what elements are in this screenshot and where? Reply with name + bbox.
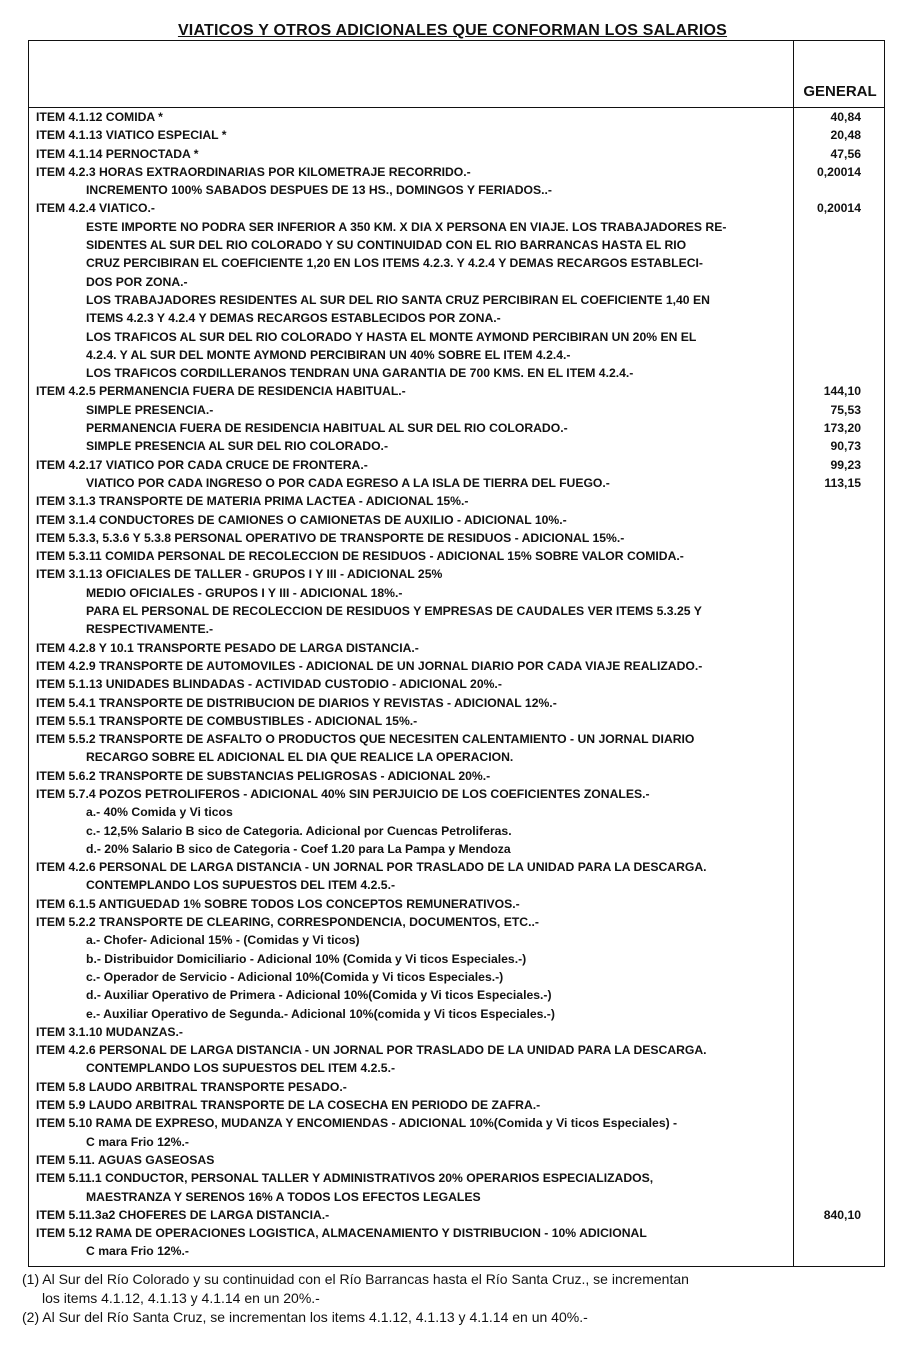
row-description: CONTEMPLANDO LOS SUPUESTOS DEL ITEM 4.2.5.- bbox=[86, 1061, 396, 1076]
row-description: ITEM 4.2.3 HORAS EXTRAORDINARIAS POR KILOMETRAJE RECORRIDO.- bbox=[36, 164, 471, 179]
row-description: ITEM 4.1.12 COMIDA * bbox=[36, 110, 163, 124]
row-description: C mara Frio 12%.- bbox=[86, 1134, 189, 1149]
table-row bbox=[30, 803, 887, 821]
row-description: ITEM 5.4.1 TRANSPORTE DE DISTRIBUCION DE DIARIOS Y REVISTAS - ADICIONAL 12%.- bbox=[36, 695, 557, 710]
table-row bbox=[30, 181, 887, 199]
row-description: PERMANENCIA FUERA DE RESIDENCIA HABITUAL AL SUR DEL RIO COLORADO.- bbox=[86, 421, 568, 436]
row-general-value: 90,73 bbox=[830, 439, 861, 454]
table-row bbox=[30, 1224, 887, 1242]
row-description: ITEM 5.7.4 POZOS PETROLIFEROS - ADICIONAL 40% SIN PERJUICIO DE LOS COEFICIENTES ZONALES.- bbox=[36, 786, 650, 801]
row-description: C mara Frio 12%.- bbox=[86, 1244, 189, 1259]
table-row bbox=[30, 547, 887, 565]
row-description: PARA EL PERSONAL DE RECOLECCION DE RESIDUOS Y EMPRESAS DE CAUDALES VER ITEMS 5.3.25 Y bbox=[86, 604, 702, 619]
row-description: CRUZ PERCIBIRAN EL COEFICIENTE 1,20 EN LOS ITEMS 4.2.3. Y 4.2.4 Y DEMAS RECARGOS ESTABLECI- bbox=[86, 256, 703, 271]
row-description: LOS TRABAJADORES RESIDENTES AL SUR DEL RIO SANTA CRUZ PERCIBIRAN EL COEFICIENTE 1,40 EN bbox=[86, 292, 710, 307]
row-general-value: 840,10 bbox=[823, 1207, 861, 1222]
table-body bbox=[30, 108, 887, 1261]
row-description: ITEM 5.8 LAUDO ARBITRAL TRANSPORTE PESADO.- bbox=[36, 1079, 347, 1094]
table-row bbox=[30, 1005, 887, 1023]
table-row bbox=[30, 730, 887, 748]
row-general-value: 0,20014 bbox=[816, 201, 861, 216]
footnote-1-continued: los items 4.1.12, 4.1.13 y 4.1.14 en un 20%.- bbox=[42, 1290, 320, 1306]
row-description: ITEMS 4.2.3 Y 4.2.4 Y DEMAS RECARGOS ESTABLECIDOS POR ZONA.- bbox=[86, 311, 501, 326]
row-description: ITEM 5.12 RAMA DE OPERACIONES LOGISTICA, ALMACENAMIENTO Y DISTRIBUCION - 10% ADICIONAL bbox=[36, 1226, 647, 1241]
row-description: ITEM 5.9 LAUDO ARBITRAL TRANSPORTE DE LA COSECHA EN PERIODO DE ZAFRA.- bbox=[36, 1098, 541, 1113]
table-row bbox=[30, 931, 887, 949]
table-row bbox=[30, 639, 887, 657]
row-description: MAESTRANZA Y SERENOS 16% A TODOS LOS EFECTOS LEGALES bbox=[86, 1189, 481, 1204]
table-row bbox=[30, 218, 887, 236]
row-description: ITEM 4.2.6 PERSONAL DE LARGA DISTANCIA - UN JORNAL POR TRASLADO DE LA UNIDAD PARA LA DESCARGA. bbox=[36, 1043, 707, 1058]
row-description: SIDENTES AL SUR DEL RIO COLORADO Y SU CONTINUIDAD CON EL RIO BARRANCAS HASTA EL RIO bbox=[86, 238, 687, 253]
table-row bbox=[30, 986, 887, 1004]
row-description: DOS POR ZONA.- bbox=[86, 274, 188, 289]
row-description: ITEM 3.1.4 CONDUCTORES DE CAMIONES O CAMIONETAS DE AUXILIO - ADICIONAL 10%.- bbox=[36, 512, 567, 527]
document-title: VIATICOS Y OTROS ADICIONALES QUE CONFORMAN LOS SALARIOS bbox=[177, 22, 728, 39]
row-general-value: 99,23 bbox=[830, 457, 861, 472]
table-row bbox=[30, 767, 887, 785]
row-description: ITEM 4.1.14 PERNOCTADA * bbox=[36, 146, 199, 161]
row-description: ITEM 4.2.6 PERSONAL DE LARGA DISTANCIA - UN JORNAL POR TRASLADO DE LA UNIDAD PARA LA DESCARGA. bbox=[36, 860, 707, 875]
row-description: 4.2.4. Y AL SUR DEL MONTE AYMOND PERCIBIRAN UN 40% SOBRE EL ITEM 4.2.4.- bbox=[86, 347, 571, 362]
table-row bbox=[30, 1242, 887, 1260]
row-description: a.- 40% Comida y Vi ticos bbox=[86, 805, 233, 820]
table-row bbox=[30, 840, 887, 858]
row-general-value: 40,84 bbox=[830, 110, 861, 124]
table-row bbox=[30, 1023, 887, 1041]
table-row bbox=[30, 694, 887, 712]
row-description: ITEM 5.5.1 TRANSPORTE DE COMBUSTIBLES - ADICIONAL 15%.- bbox=[36, 713, 418, 728]
table-row bbox=[30, 511, 887, 529]
table-row bbox=[30, 968, 887, 986]
table-row bbox=[30, 163, 887, 181]
row-description: ITEM 4.2.5 PERMANENCIA FUERA DE RESIDENCIA HABITUAL.- bbox=[36, 384, 406, 399]
table-row bbox=[30, 346, 887, 364]
table-row bbox=[30, 474, 887, 492]
row-description: ITEM 4.1.13 VIATICO ESPECIAL * bbox=[36, 128, 227, 143]
table-row bbox=[30, 895, 887, 913]
table-row bbox=[30, 565, 887, 583]
table-row bbox=[30, 126, 887, 144]
table-row bbox=[30, 876, 887, 894]
row-description: ITEM 5.11.3a2 CHOFERES DE LARGA DISTANCIA.- bbox=[36, 1207, 330, 1222]
row-description: ITEM 5.1.13 UNIDADES BLINDADAS - ACTIVIDAD CUSTODIO - ADICIONAL 20%.- bbox=[36, 677, 502, 692]
table-row bbox=[30, 602, 887, 620]
footnote-1: (1) Al Sur del Río Colorado y su continuidad con el Río Barrancas hasta el Río Santa Cruz., se incrementan bbox=[22, 1271, 689, 1287]
general-column-header: GENERAL bbox=[803, 83, 877, 100]
table-row bbox=[30, 145, 887, 163]
table-row bbox=[30, 199, 887, 217]
row-general-value: 0,20014 bbox=[816, 164, 861, 179]
table-row bbox=[30, 657, 887, 675]
table-row bbox=[30, 620, 887, 638]
table-row bbox=[30, 858, 887, 876]
table-row bbox=[30, 785, 887, 803]
table-row bbox=[30, 236, 887, 254]
row-description: ITEM 6.1.5 ANTIGUEDAD 1% SOBRE TODOS LOS CONCEPTOS REMUNERATIVOS.- bbox=[36, 896, 520, 911]
table-row bbox=[30, 1114, 887, 1132]
row-description: LOS TRAFICOS CORDILLERANOS TENDRAN UNA GARANTIA DE 700 KMS. EN EL ITEM 4.2.4.- bbox=[86, 366, 634, 381]
row-description: ITEM 5.11. AGUAS GASEOSAS bbox=[36, 1152, 215, 1167]
row-description: ITEM 3.1.10 MUDANZAS.- bbox=[36, 1024, 183, 1039]
table-row bbox=[30, 456, 887, 474]
row-description: INCREMENTO 100% SABADOS DESPUES DE 13 HS., DOMINGOS Y FERIADOS..- bbox=[86, 183, 552, 198]
row-description: d.- Auxiliar Operativo de Primera - Adicional 10%(Comida y Vi ticos Especiales.-) bbox=[86, 988, 552, 1003]
row-description: ITEM 5.6.2 TRANSPORTE DE SUBSTANCIAS PELIGROSAS - ADICIONAL 20%.- bbox=[36, 768, 491, 783]
row-description: LOS TRAFICOS AL SUR DEL RIO COLORADO Y HASTA EL MONTE AYMOND PERCIBIRAN UN 20% EN EL bbox=[86, 329, 697, 344]
footnotes bbox=[22, 1270, 892, 1327]
row-description: ITEM 5.3.11 COMIDA PERSONAL DE RECOLECCION DE RESIDUOS - ADICIONAL 15% SOBRE VALOR COMIDA.- bbox=[36, 549, 684, 564]
table-row bbox=[30, 1078, 887, 1096]
table-row bbox=[30, 913, 887, 931]
row-description: ITEM 5.10 RAMA DE EXPRESO, MUDANZA Y ENCOMIENDAS - ADICIONAL 10%(Comida y Vi ticos Especiales) - bbox=[36, 1116, 678, 1131]
table-row bbox=[30, 401, 887, 419]
table-row bbox=[30, 712, 887, 730]
row-description: SIMPLE PRESENCIA AL SUR DEL RIO COLORADO.- bbox=[86, 439, 389, 454]
row-general-value: 20,48 bbox=[830, 128, 861, 143]
row-description: ITEM 4.2.17 VIATICO POR CADA CRUCE DE FRONTERA.- bbox=[36, 457, 368, 472]
table-row bbox=[30, 675, 887, 693]
row-description: d.- 20% Salario B sico de Categoria - Coef 1.20 para La Pampa y Mendoza bbox=[86, 841, 511, 856]
table-row bbox=[30, 529, 887, 547]
row-description: ITEM 4.2.4 VIATICO.- bbox=[36, 201, 155, 216]
row-description: VIATICO POR CADA INGRESO O POR CADA EGRESO A LA ISLA DE TIERRA DEL FUEGO.- bbox=[86, 475, 610, 490]
row-description: CONTEMPLANDO LOS SUPUESTOS DEL ITEM 4.2.5.- bbox=[86, 878, 396, 893]
row-description: ITEM 5.11.1 CONDUCTOR, PERSONAL TALLER Y ADMINISTRATIVOS 20% OPERARIOS ESPECIALIZADOS, bbox=[36, 1171, 654, 1186]
table-row bbox=[30, 108, 887, 126]
table-row bbox=[30, 382, 887, 400]
table-row bbox=[30, 584, 887, 602]
table-row bbox=[30, 1041, 887, 1059]
table-row bbox=[30, 1059, 887, 1077]
table-row bbox=[30, 1206, 887, 1224]
row-description: e.- Auxiliar Operativo de Segunda.- Adicional 10%(comida y Vi ticos Especiales.-) bbox=[86, 1006, 555, 1021]
row-description: RECARGO SOBRE EL ADICIONAL EL DIA QUE REALICE LA OPERACION. bbox=[86, 750, 514, 765]
table-header-row bbox=[29, 41, 884, 108]
row-description: ITEM 4.2.9 TRANSPORTE DE AUTOMOVILES - ADICIONAL DE UN JORNAL DIARIO POR CADA VIAJE REALIZADO.- bbox=[36, 658, 703, 673]
table-row bbox=[30, 1188, 887, 1206]
row-description: ITEM 5.5.2 TRANSPORTE DE ASFALTO O PRODUCTOS QUE NECESITEN CALENTAMIENTO - UN JORNAL DIARIO bbox=[36, 732, 695, 747]
table-row bbox=[30, 273, 887, 291]
table-row bbox=[30, 1169, 887, 1187]
row-description: SIMPLE PRESENCIA.- bbox=[86, 402, 214, 417]
table-row bbox=[30, 437, 887, 455]
table-row bbox=[30, 1151, 887, 1169]
row-general-value: 173,20 bbox=[823, 421, 861, 436]
row-description: a.- Chofer- Adicional 15% - (Comidas y Vi ticos) bbox=[86, 933, 360, 948]
row-description: ITEM 4.2.8 Y 10.1 TRANSPORTE PESADO DE LARGA DISTANCIA.- bbox=[36, 640, 419, 655]
row-description: ITEM 3.1.13 OFICIALES DE TALLER - GRUPOS I Y III - ADICIONAL 25% bbox=[36, 567, 443, 582]
table-row bbox=[30, 254, 887, 272]
table-row bbox=[30, 1096, 887, 1114]
table-row bbox=[30, 419, 887, 437]
row-description: c.- Operador de Servicio - Adicional 10%(Comida y Vi ticos Especiales.-) bbox=[86, 969, 504, 984]
row-description: ITEM 3.1.3 TRANSPORTE DE MATERIA PRIMA LACTEA - ADICIONAL 15%.- bbox=[36, 494, 469, 509]
row-description: ITEM 5.2.2 TRANSPORTE DE CLEARING, CORRESPONDENCIA, DOCUMENTOS, ETC..- bbox=[36, 915, 539, 930]
table-row bbox=[30, 1133, 887, 1151]
row-description: b.- Distribuidor Domiciliario - Adicional 10% (Comida y Vi ticos Especiales.-) bbox=[86, 951, 527, 966]
row-description: RESPECTIVAMENTE.- bbox=[86, 622, 214, 637]
row-description: MEDIO OFICIALES - GRUPOS I Y III - ADICIONAL 18%.- bbox=[86, 585, 403, 600]
footnote-2: (2) Al Sur del Río Santa Cruz, se incrementan los items 4.1.12, 4.1.13 y 4.1.14 en un 40%.- bbox=[22, 1309, 588, 1325]
table-row bbox=[30, 291, 887, 309]
row-description: c.- 12,5% Salario B sico de Categoria. Adicional por Cuencas Petroliferas. bbox=[86, 823, 512, 838]
table-row bbox=[30, 309, 887, 327]
row-general-value: 47,56 bbox=[830, 146, 861, 161]
row-general-value: 75,53 bbox=[830, 402, 861, 417]
table-row bbox=[30, 492, 887, 510]
row-description: ITEM 5.3.3, 5.3.6 Y 5.3.8 PERSONAL OPERATIVO DE TRANSPORTE DE RESIDUOS - ADICIONAL 15%.- bbox=[36, 530, 625, 545]
table-row bbox=[30, 822, 887, 840]
row-general-value: 144,10 bbox=[823, 384, 861, 399]
table-row bbox=[30, 364, 887, 382]
row-general-value: 113,15 bbox=[824, 475, 861, 490]
table-row bbox=[30, 748, 887, 766]
table-row bbox=[30, 328, 887, 346]
row-description: ESTE IMPORTE NO PODRA SER INFERIOR A 350 KM. X DIA X PERSONA EN VIAJE. LOS TRABAJADORES RE- bbox=[86, 219, 727, 234]
table-row bbox=[30, 950, 887, 968]
